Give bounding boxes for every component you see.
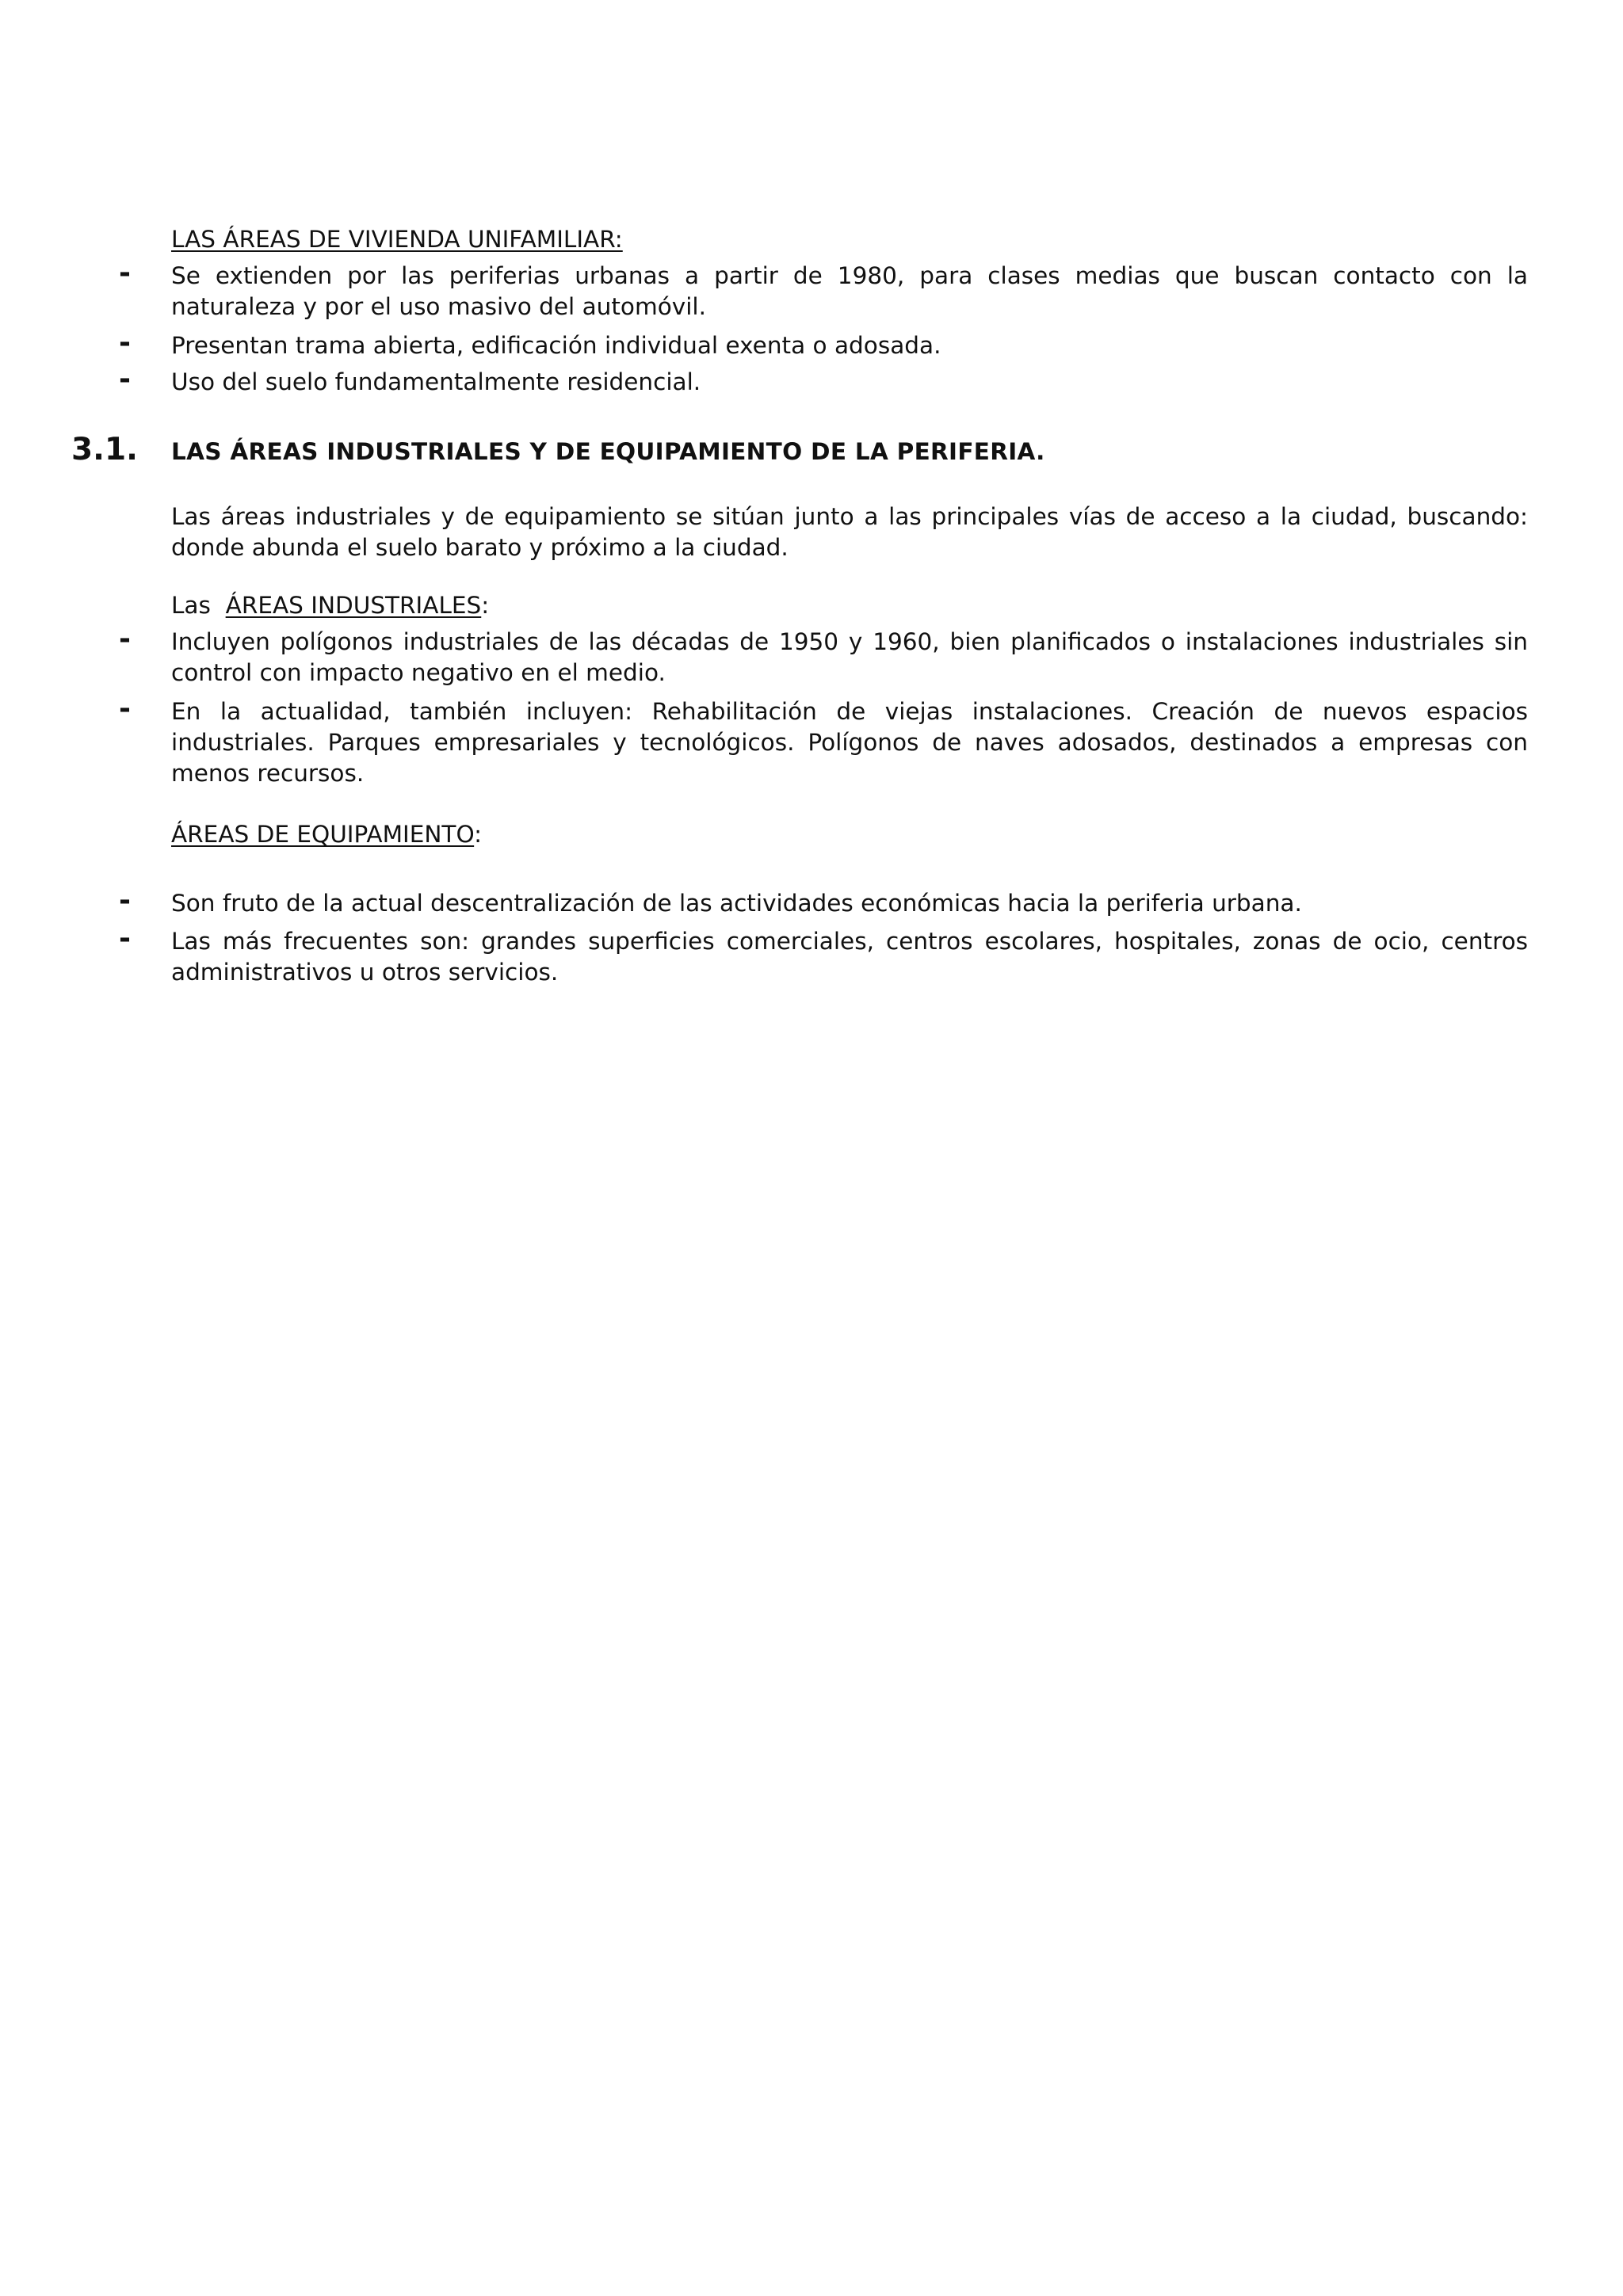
industriales-heading-line [171, 590, 1528, 621]
vivienda-bullet-3 [119, 363, 1528, 398]
vivienda-bullet-2 [119, 326, 1528, 361]
equipamiento-bullet-2 [119, 922, 1528, 988]
section-intro: Las áreas industriales y de equipamiento se sitúan junto a las principales vías de acceso a la ciudad, buscando: donde abunda el suelo barato y próximo a la ciudad. [171, 503, 1528, 561]
industriales-heading: ÁREAS INDUSTRIALES [225, 592, 482, 619]
bullet-text: Son fruto de la actual descentralización de las actividades económicas hacia la periferia urbana. [171, 890, 1302, 917]
bullet-dash: - [119, 623, 131, 655]
bullet-dash: - [119, 326, 131, 359]
section-title: LAS ÁREAS INDUSTRIALES Y DE EQUIPAMIENTO DE LA PERIFERIA. [171, 438, 1045, 465]
equipamiento-heading-line [171, 819, 1528, 850]
bullet-dash: - [119, 692, 131, 725]
vivienda-heading: LAS ÁREAS DE VIVIENDA UNIFAMILIAR: [171, 226, 623, 253]
bullet-text: Se extienden por las periferias urbanas a partir de 1980, para clases medias que buscan contacto con la naturaleza y por el uso masivo del automóvil. [171, 262, 1528, 320]
bullet-dash: - [119, 257, 131, 289]
vivienda-bullet-1 [119, 257, 1528, 322]
bullet-text: Presentan trama abierta, edificación individual exenta o adosada. [171, 332, 941, 359]
bullet-dash: - [119, 922, 131, 955]
industriales-suffix: : [481, 592, 490, 619]
bullet-dash: - [119, 363, 131, 395]
section-number: 3.1. [71, 432, 138, 467]
industriales-prefix: Las [171, 592, 226, 619]
bullet-text: Uso del suelo fundamentalmente residencial. [171, 368, 701, 395]
industriales-bullet-1 [119, 623, 1528, 688]
bullet-dash: - [119, 884, 131, 917]
bullet-text: En la actualidad, también incluyen: Rehabilitación de viejas instalaciones. Creación de nuevos espacios industriales. Parques empresariales y tecnológicos. Polígonos de naves adosados, destinados a empresas con menos recursos. [171, 698, 1528, 787]
bullet-text: Las más frecuentes son: grandes superficies comerciales, centros escolares, hospitales, zonas de ocio, centros administrativos u otros servicios. [171, 928, 1528, 986]
bullet-text: Incluyen polígonos industriales de las décadas de 1950 y 1960, bien planificados o instalaciones industriales sin control con impacto negativo en el medio. [171, 628, 1528, 686]
equipamiento-bullet-1 [119, 884, 1528, 919]
equipamiento-suffix: : [474, 821, 483, 848]
equipamiento-heading: ÁREAS DE EQUIPAMIENTO [171, 821, 475, 848]
industriales-bullet-2 [119, 692, 1528, 789]
